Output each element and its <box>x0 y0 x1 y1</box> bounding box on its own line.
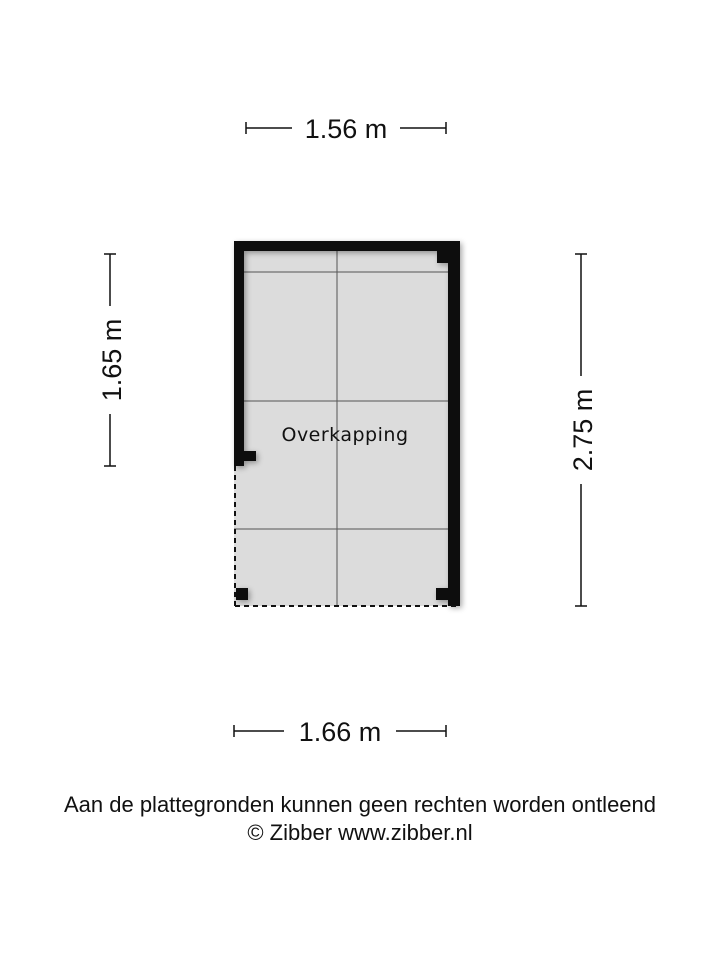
dimension-right-label: 2.75 m <box>568 388 598 472</box>
dimension-left-label: 1.65 m <box>97 318 127 402</box>
top-wall <box>234 241 460 251</box>
copyright-text: © Zibber www.zibber.nl <box>247 820 473 845</box>
corner-post-bottom-left <box>236 588 248 600</box>
corner-post-left-mid <box>244 451 256 461</box>
right-wall <box>448 241 460 606</box>
dimension-top-label: 1.56 m <box>304 114 388 144</box>
corner-post-top-right <box>437 251 448 263</box>
room-label: Overkapping <box>281 424 409 446</box>
left-wall <box>234 241 244 466</box>
corner-post-bottom-right <box>436 588 448 600</box>
disclaimer-text: Aan de plattegronden kunnen geen rechten worden ontleend <box>63 792 657 817</box>
dimension-bottom-label: 1.66 m <box>298 717 382 747</box>
